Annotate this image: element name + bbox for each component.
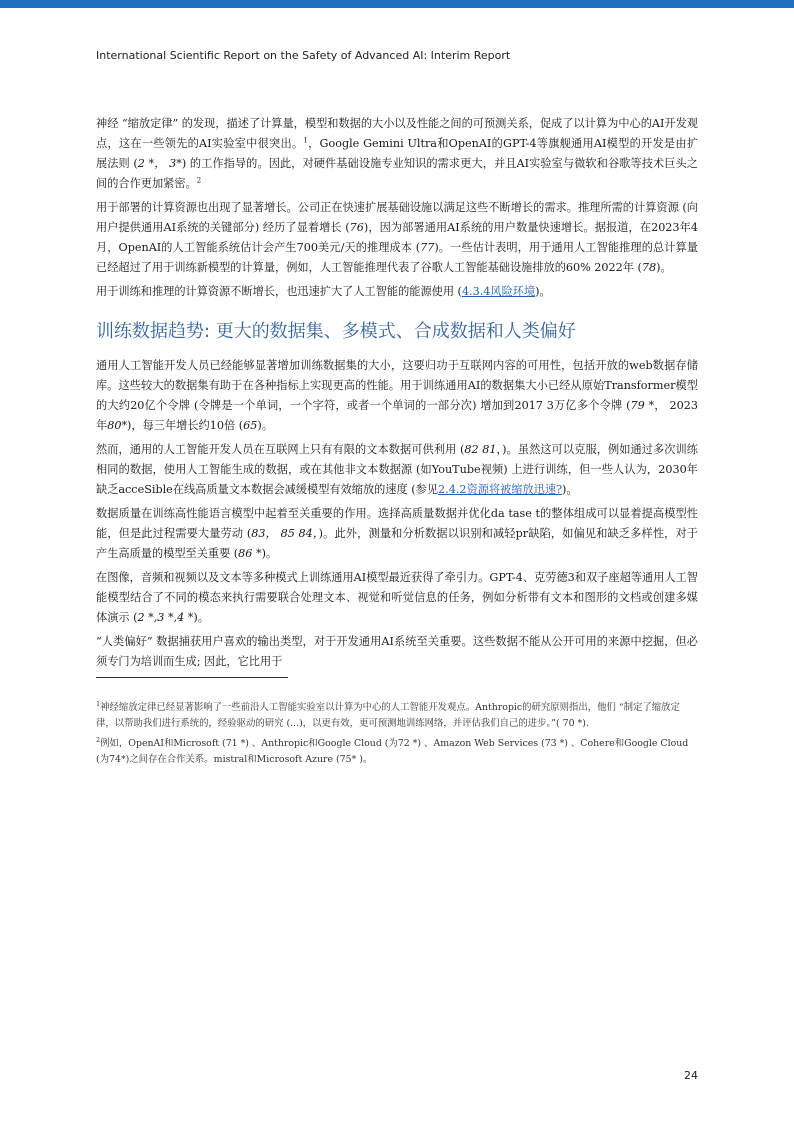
citation: 80* (107, 419, 128, 432)
citation: 2 *,3 *,4 * (137, 611, 194, 624)
paragraph-human-preference: “人类偏好” 数据捕获用户喜欢的输出类型，对于开发通用AI系统至关重要。这些数据不能从公开可用的来源中挖掘，但必须专门为培训而生成; 因此，它比用于 (96, 635, 698, 668)
paragraph-limited-data: 然而，通用的人工智能开发人员在互联网上只有有限的文本数据可供利用 (82 81，)。虽然这可以克服，例如通过多次训练相同的数据，使用人工智能生成的数据，或在其他非文本数据源 (如YouTube视频) 上进行训练，但一些人认为，2030年缺乏acceSible在线高质量文本数据会减缓模型有效缩放的速度 (参见2.4.2资源将被缩放迅速?)。 (96, 443, 698, 496)
citation: 2 *， 3* (137, 157, 182, 170)
page-number: 24 (684, 1069, 698, 1082)
running-header: International Scientific Report on the Safety of Advanced AI: Interim Report (96, 49, 511, 62)
header-accent-bar (0, 0, 794, 8)
link-resource-scaling[interactable]: 2.4.2资源将被缩放迅速? (438, 483, 563, 496)
footnote-ref-1[interactable]: 1 (303, 136, 308, 145)
citation: 83， 85 84， (251, 527, 319, 540)
citation: 78 (641, 261, 657, 274)
link-risk-environment[interactable]: 4.3.4风险环境 (461, 285, 536, 298)
main-content (96, 114, 698, 676)
citation: 65 (243, 419, 258, 432)
footnote-2: $^2$例如，OpenAI和Microsoft (71 *) 、Anthropic和Google Cloud (为72 *) 、Amazon Web Services (73 *) 、Cohere和Google Cloud (为74*)之间存在合作关系。mistral和Microsoft Azure (75* )。 (96, 735, 689, 765)
paragraph-energy-use: 用于训练和推理的计算资源不断增长，也迅速扩大了人工智能的能源使用 (4.3.4风险环境)。 (96, 285, 551, 298)
footnote-1: $^1$神经缩放定律已经显著影响了一些前沿人工智能实验室以计算为中心的人工智能开发观点。Anthropic的研究原则指出，他们 “制定了缩放定律，以帮助我们进行系统的，经验驱动的研究 (...)，以更有效，更可预测地训练网络，并评估我们自己的进步。”( 70 *). (96, 699, 680, 729)
paragraph-data-quality: 数据质量在训练高性能语言模型中起着至关重要的作用。选择高质量数据并优化da tase t的整体组成可以显着提高模型性能，但是此过程需要大量劳动 (83， 85 84，)。此外，测量和分析数据以识别和减轻pr缺陷，如偏见和缺乏多样性，对于产生高质量的模型至关重要 (86 *)。 (96, 507, 698, 560)
footnote-ref-2[interactable]: 2 (196, 176, 202, 185)
paragraph-dataset-size: 通用人工智能开发人员已经能够显著增加训练数据集的大小，这要归功于互联网内容的可用性，包括开放的web数据存储库。这些较大的数据集有助于在各种指标上实现更高的性能。用于训练通用AI的数据集大小已经从原始Transformer模型的大约20亿个令牌 (令牌是一个单词，一个字符，或者一个单词的一部分次) 增加到2017 3万亿多个令牌 (79 *， 2023年80*)，每三年增长约10倍 (65)。 (96, 359, 699, 432)
footnote-divider (96, 677, 288, 678)
citation: 77 (420, 241, 435, 254)
paragraph-multimodal: 在图像，音频和视频以及文本等多种模式上训练通用AI模型最近获得了牵引力。GPT-4、克劳德3和双子座超等通用人工智能模型结合了不同的模态来执行需要联合处理文本、视觉和听觉信息的任务，例如分析带有文本和图形的文档或创建多媒体演示 (2 *,3 *,4 *)。 (96, 571, 698, 624)
footnote-mark: 1 (96, 699, 101, 708)
section-heading: 训练数据趋势: 更大的数据集、多模式、合成数据和人类偏好 (96, 321, 576, 342)
citation: 86 * (238, 547, 262, 560)
paragraph-scaling-laws: 神经 “缩放定律” 的发现，描述了计算量，模型和数据的大小以及性能之间的可预测关系，促成了以计算为中心的AI开发观点，这在一些领先的AI实验室中很突出。$^1$，Google Gemini Ultra和OpenAI的GPT-4等旗舰通用AI模型的开发是由扩展法则 (2 *， 3*) 的工作指导的。因此，对硬件基础设施专业知识的需求更大，并且AI实验室与微软和谷歌等技术巨头之间的合作更加紧密。$^2$ (96, 117, 699, 190)
paragraph-deployment-compute: 用于部署的计算资源也出现了显著增长。公司正在快速扩展基础设施以满足这些不断增长的需求。推理所需的计算资源 (向用户提供通用AI系统的关键部分) 经历了显着增长 (76)，因为部署通用AI系统的用户数量快速增长。据报道，在2023年4月，OpenAI的人工智能系统估计会产生700美元/天的推理成本 (77)。一些估计表明，用于通用人工智能推理的总计算量已经超过了用于训练新模型的计算量，例如，人工智能推理代表了谷歌人工智能基础设施排放的60% 2022年 (78)。 (96, 201, 698, 274)
citation: 82 81 (464, 443, 497, 456)
citation: 76 (349, 221, 364, 234)
citation: 79 * (630, 399, 655, 412)
footnote-mark: 2 (96, 735, 101, 744)
footnotes (96, 700, 698, 772)
